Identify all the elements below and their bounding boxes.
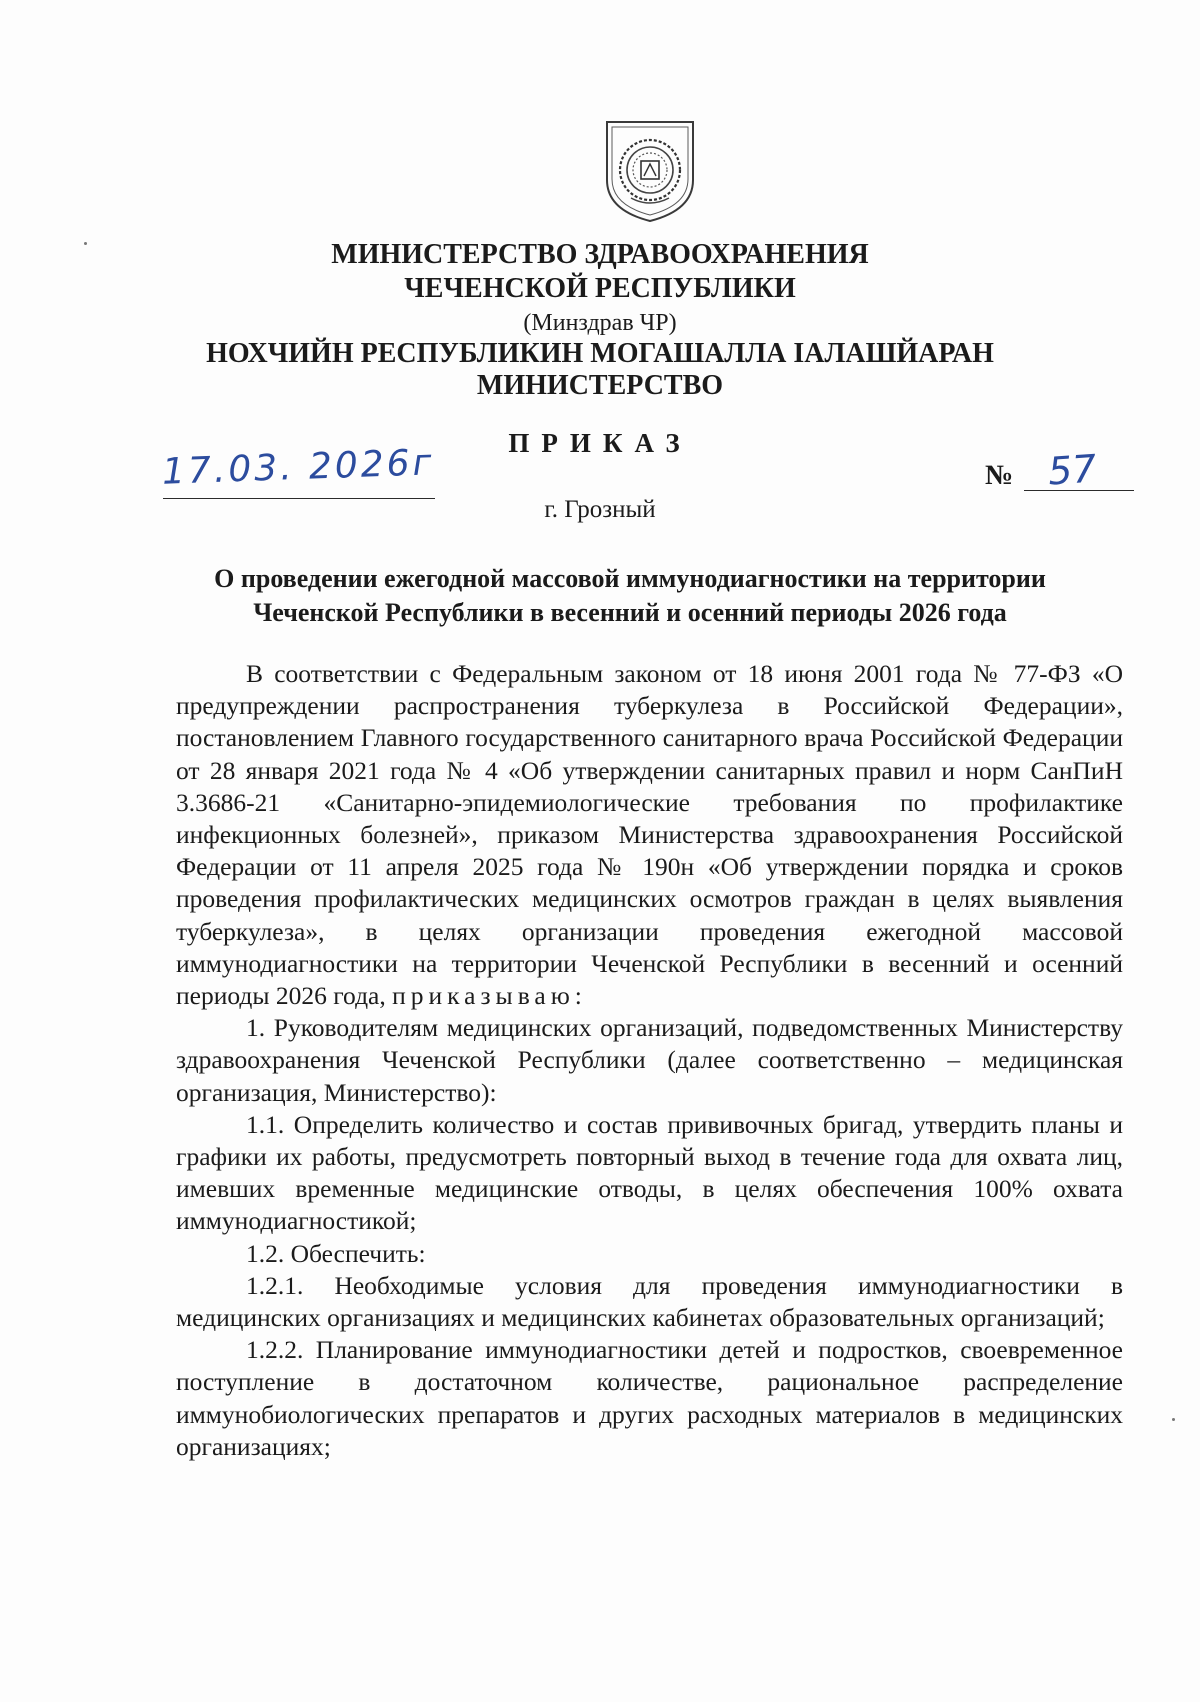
ministry-abbreviation: (Минздрав ЧР) — [523, 310, 677, 336]
ministry-name-chechen-line-1: НОХЧИЙН РЕСПУБЛИКИН МОГАШАЛЛА IАЛАШЙАРАН — [206, 338, 994, 369]
body-paragraph-1-1: 1.1. Определить количество и состав прививочных бригад, утвердить планы и графики их работы, предусмотреть повторный выход в течение года для охвата лиц, имевших временные медицинские отводы, в целях обеспечения 100% охвата иммунодиагностикой; — [176, 1109, 1123, 1236]
body-paragraph-1: 1. Руководителям медицинских организаций, подведомственных Министерству здравоохранения Чеченской Республики (далее соответственно – медицинская организация, Министерство): — [176, 1013, 1123, 1107]
order-directive: приказываю: — [392, 981, 587, 1011]
preamble-text: В соответствии с Федеральным законом от 18 июня 2001 года № 77-ФЗ «О предупреждении распространения туберкулеза в Российской Федерации», постановлением Главного государственного санитарного врача Российской Федерации от 28 января 2021 года № 4 «Об утверждении санитарных правил и норм СанПиН 3.3686-21 «Санитарно-эпидемиологические требования по профилактике инфекционных болезней», приказом Министерства здравоохранения Российской Федерации от 11 апреля 2025 года № 190н «Об утверждении порядка и сроков проведения профилактических медицинских осмотров граждан в целях выявления туберкулеза», в целях организации проведения ежегодной массовой иммунодиагностики на территории Чеченской Республики в весенний и осенний периоды 2026 года, — [176, 659, 1123, 1011]
order-city: г. Грозный — [544, 496, 656, 523]
order-date-handwritten: 17.03. 2026г — [161, 442, 436, 493]
coat-of-arms-emblem — [601, 118, 699, 224]
scan-speck — [1172, 1418, 1175, 1421]
body-paragraph-1-2-1: 1.2.1. Необходимые условия для проведения иммунодиагностики в медицинских организациях и медицинских кабинетах образовательных организаций; — [176, 1270, 1123, 1333]
order-subject-line-2: Чеченской Республики в весенний и осенний периоды 2026 года — [253, 598, 1007, 627]
ministry-name-line-1: МИНИСТЕРСТВО ЗДРАВООХРАНЕНИЯ — [331, 239, 869, 270]
ministry-name-chechen-line-2: МИНИСТЕРСТВО — [476, 370, 724, 401]
order-number-underline — [1024, 490, 1134, 491]
order-subject-line-1: О проведении ежегодной массовой иммунодиагностики на территории — [214, 564, 1046, 593]
body-paragraph-preamble — [176, 658, 1123, 1012]
order-body — [176, 658, 1123, 1463]
body-paragraph-1-2-2: 1.2.2. Планирование иммунодиагностики детей и подростков, своевременное поступление в достаточном количестве, рациональное распределение иммунобиологических препаратов и других расходных материалов в медицинских организациях; — [176, 1335, 1123, 1461]
order-number-handwritten: 57 — [1046, 446, 1098, 494]
order-title: ПРИКАЗ — [508, 428, 692, 458]
scan-speck — [84, 242, 87, 245]
body-paragraph-1-2: 1.2. Обеспечить: — [246, 1238, 426, 1268]
order-subject — [140, 562, 1120, 630]
order-number-label: № — [985, 460, 1014, 491]
ministry-name-line-2: ЧЕЧЕНСКОЙ РЕСПУБЛИКИ — [404, 273, 796, 304]
